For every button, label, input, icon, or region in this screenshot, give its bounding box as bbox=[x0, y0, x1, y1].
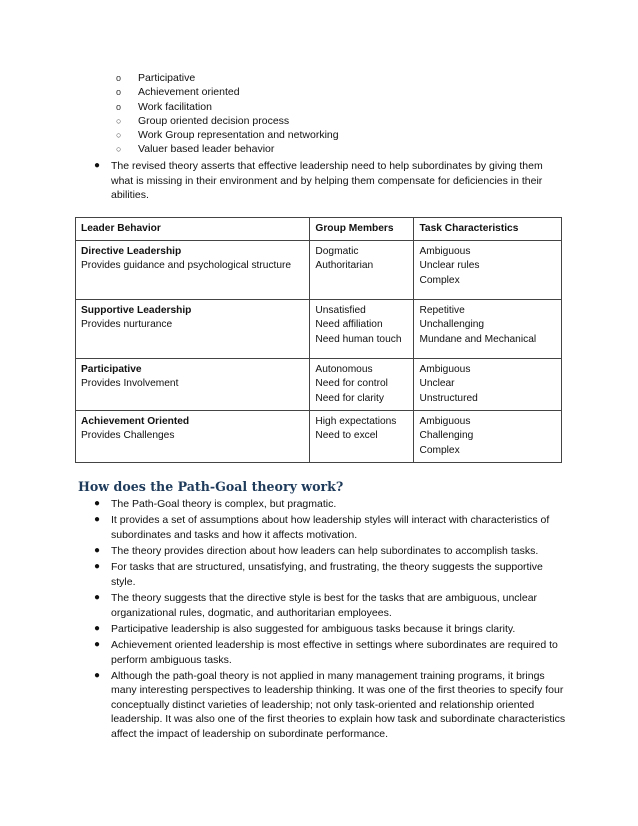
list-item: ● Although the path-goal theory is not applied in many management training programs, it brings many interesting perspectives to leadership thinking. It was one of the first theories to specify four conceptually distinct varieties of leadership; not only task-oriented and relationship oriented leadership. It was also one of the first theories to explain how task and subordinate characteristics affect the impact of leadership on subordinate performance. bbox=[94, 669, 566, 741]
leader-behavior-table bbox=[75, 217, 562, 463]
bullet-icon: ● bbox=[94, 638, 101, 650]
table-row bbox=[76, 241, 562, 300]
tasks-cell: Ambiguous Unclear Unstructured bbox=[414, 359, 562, 411]
list-item: ● The Path-Goal theory is complex, but pragmatic. bbox=[94, 498, 337, 510]
bullet-icon: ● bbox=[94, 514, 101, 526]
sublist-item: ○ Work Group representation and networking bbox=[116, 129, 339, 142]
circle-bullet-icon: ○ bbox=[116, 144, 122, 155]
circle-bullet-icon: o bbox=[116, 101, 122, 112]
bullet-icon: ● bbox=[94, 591, 101, 603]
tasks-cell: Repetitive Unchallenging Mundane and Mechanical bbox=[414, 300, 562, 359]
behavior-cell: Achievement Oriented Provides Challenges bbox=[76, 411, 310, 463]
table-header-row bbox=[76, 218, 562, 241]
table-row bbox=[76, 359, 562, 411]
leader-behavior-sublist bbox=[116, 71, 339, 157]
behavior-cell: Supportive Leadership Provides nurturance bbox=[76, 300, 310, 359]
section-heading: How does the Path-Goal theory work? bbox=[78, 479, 344, 494]
sublist-item: o Participative bbox=[116, 72, 196, 84]
bullet-icon: ● bbox=[94, 669, 101, 681]
behavior-cell: Directive Leadership Provides guidance and psychological structure bbox=[76, 241, 310, 300]
bullet-icon: ● bbox=[94, 622, 101, 634]
bullet-icon: ● bbox=[94, 544, 101, 556]
list-item: ● It provides a set of assumptions about how leadership styles will interact with characteristics of subordinates and tasks and how it affects motivation. bbox=[94, 514, 550, 541]
list-item: ● Achievement oriented leadership is most effective in settings where subordinates are required to perform ambiguous tasks. bbox=[94, 638, 558, 666]
bullet-icon: ● bbox=[94, 160, 101, 171]
tasks-cell: Ambiguous Unclear rules Complex bbox=[414, 241, 562, 300]
list-item: ● For tasks that are structured, unsatisfying, and frustrating, the theory suggests the supportive style. bbox=[94, 561, 543, 588]
circle-bullet-icon: ○ bbox=[116, 115, 122, 126]
tasks-cell: Ambiguous Challenging Complex bbox=[414, 411, 562, 463]
members-cell: High expectations Need to excel bbox=[310, 411, 414, 463]
sublist-item: ○ Group oriented decision process bbox=[116, 114, 290, 127]
column-header: Task Characteristics bbox=[414, 218, 562, 241]
list-item: ● The revised theory asserts that effective leadership need to help subordinates by giving them what is missing in their environment and by helping them compensate for deficiencies in their abilities. bbox=[94, 160, 543, 202]
list-item: ● The theory suggests that the directive style is best for the tasks that are ambiguous, unclear organizational rules, dogmatic, and authoritarian employees. bbox=[94, 591, 538, 619]
circle-bullet-icon: o bbox=[116, 87, 122, 98]
members-cell: Autonomous Need for control Need for clarity bbox=[310, 359, 414, 411]
members-cell: Dogmatic Authoritarian bbox=[310, 241, 414, 300]
revised-theory-bullet bbox=[94, 159, 564, 203]
sublist-item: ○ Valuer based leader behavior bbox=[116, 143, 275, 156]
sublist-item: o Work facilitation bbox=[116, 100, 212, 113]
sublist-item: o Achievement oriented bbox=[116, 86, 240, 99]
table-row bbox=[76, 300, 562, 359]
members-cell: Unsatisfied Need affiliation Need human touch bbox=[310, 300, 414, 359]
path-goal-bullet-list bbox=[94, 497, 568, 743]
circle-bullet-icon: ○ bbox=[116, 130, 122, 141]
bullet-icon: ● bbox=[94, 498, 101, 509]
circle-bullet-icon: o bbox=[116, 73, 122, 83]
list-item: ● Participative leadership is also suggested for ambiguous tasks because it brings clarity. bbox=[94, 622, 516, 635]
bullet-icon: ● bbox=[94, 561, 101, 573]
behavior-cell: Participative Provides Involvement bbox=[76, 359, 310, 411]
column-header: Group Members bbox=[310, 218, 414, 241]
list-item: ● The theory provides direction about how leaders can help subordinates to accomplish tasks. bbox=[94, 544, 539, 557]
column-header: Leader Behavior bbox=[76, 218, 310, 241]
table-row bbox=[76, 411, 562, 463]
